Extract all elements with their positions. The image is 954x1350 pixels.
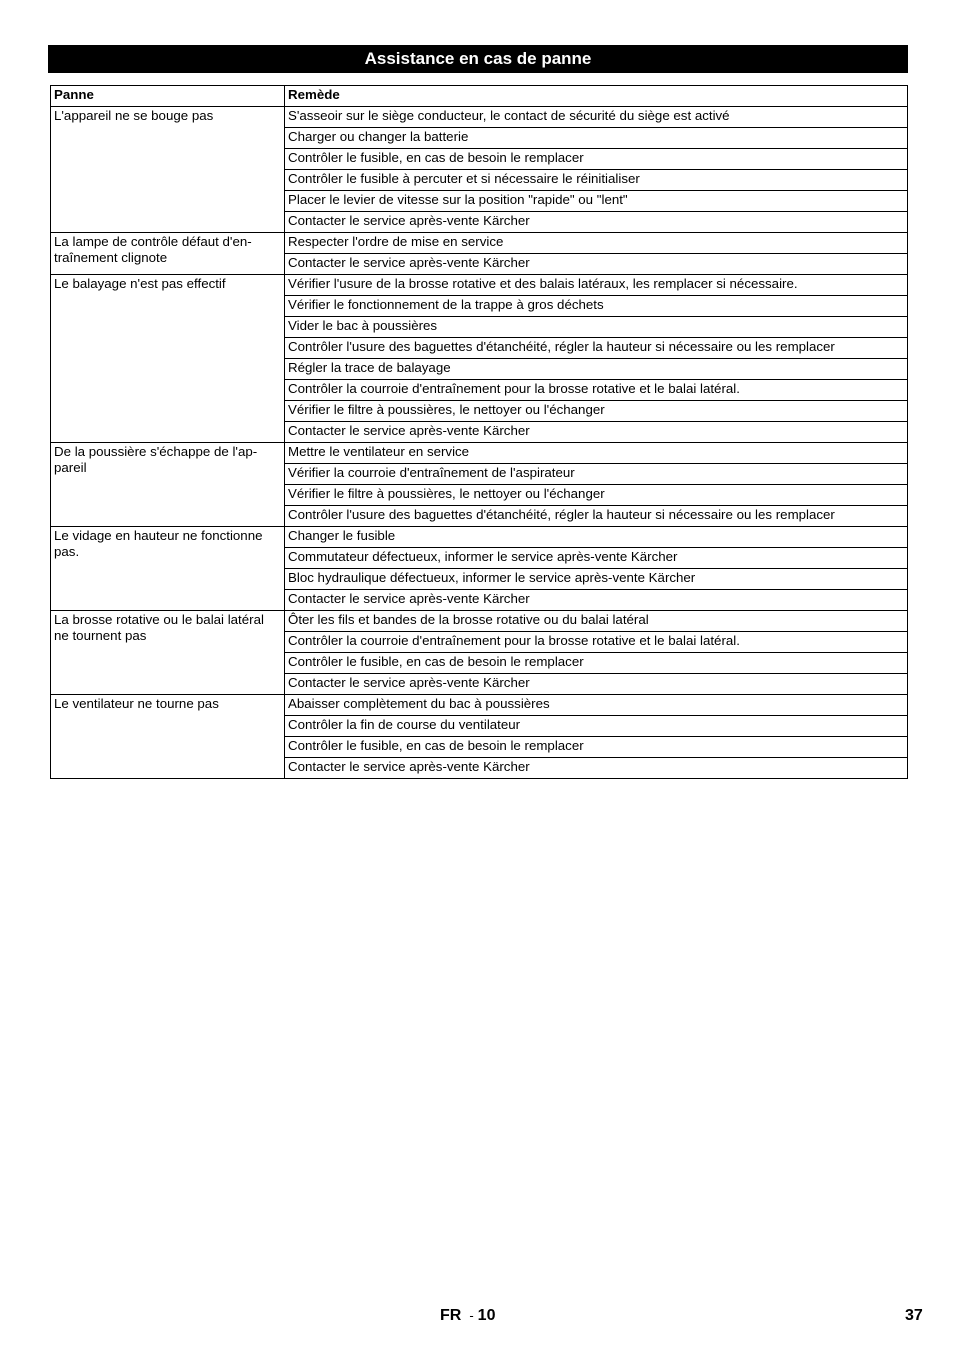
section-title: Assistance en cas de panne	[48, 45, 908, 73]
remede-cell: Régler la trace de balayage	[285, 359, 908, 380]
table-header-row	[51, 86, 908, 107]
troubleshooting-table	[50, 85, 908, 779]
remede-cell: Contrôler le fusible à percuter et si nécessaire le réinitialiser	[285, 170, 908, 191]
table-row	[51, 443, 908, 464]
table-body	[51, 107, 908, 779]
page-number: 37	[905, 1307, 923, 1324]
remede-cell: Contrôler la courroie d'entraînement pour la brosse rotative et le balai latéral.	[285, 380, 908, 401]
remede-cell: Changer le fusible	[285, 527, 908, 548]
remede-cell: Contrôler l'usure des baguettes d'étanchéité, régler la hauteur si nécessaire ou les remplacer	[285, 506, 908, 527]
panne-cell: La lampe de contrôle défaut d'en-traînement clignote	[51, 233, 285, 275]
remede-cell: Contacter le service après-vente Kärcher	[285, 254, 908, 275]
footer-lang: FR	[440, 1307, 462, 1324]
panne-cell: De la poussière s'échappe de l'ap-pareil	[51, 443, 285, 527]
remede-cell: Contrôler la courroie d'entraînement pour la brosse rotative et le balai latéral.	[285, 632, 908, 653]
remede-cell: Ôter les fils et bandes de la brosse rotative ou du balai latéral	[285, 611, 908, 632]
header-panne: Panne	[51, 86, 285, 107]
remede-cell: Charger ou changer la batterie	[285, 128, 908, 149]
panne-cell: Le vidage en hauteur ne fonctionne pas.	[51, 527, 285, 611]
remede-cell: Contrôler le fusible, en cas de besoin le remplacer	[285, 149, 908, 170]
panne-cell: L'appareil ne se bouge pas	[51, 107, 285, 233]
remede-cell: Contrôler l'usure des baguettes d'étanchéité, régler la hauteur si nécessaire ou les remplacer	[285, 338, 908, 359]
panne-cell: Le ventilateur ne tourne pas	[51, 695, 285, 779]
remede-cell: Contacter le service après-vente Kärcher	[285, 422, 908, 443]
remede-cell: Abaisser complètement du bac à poussières	[285, 695, 908, 716]
remede-cell: Contacter le service après-vente Kärcher	[285, 758, 908, 779]
remede-cell: Vérifier le filtre à poussières, le nettoyer ou l'échanger	[285, 485, 908, 506]
remede-cell: Vider le bac à poussières	[285, 317, 908, 338]
remede-cell: Contrôler le fusible, en cas de besoin le remplacer	[285, 653, 908, 674]
table-row	[51, 527, 908, 548]
remede-cell: S'asseoir sur le siège conducteur, le contact de sécurité du siège est activé	[285, 107, 908, 128]
remede-cell: Vérifier le fonctionnement de la trappe à gros déchets	[285, 296, 908, 317]
table-row	[51, 233, 908, 254]
remede-cell: Contacter le service après-vente Kärcher	[285, 590, 908, 611]
table-row	[51, 107, 908, 128]
remede-cell: Placer le levier de vitesse sur la position "rapide" ou "lent"	[285, 191, 908, 212]
remede-cell: Contrôler le fusible, en cas de besoin le remplacer	[285, 737, 908, 758]
table-row	[51, 695, 908, 716]
remede-cell: Vérifier la courroie d'entraînement de l'aspirateur	[285, 464, 908, 485]
header-remede: Remède	[285, 86, 908, 107]
remede-cell: Vérifier le filtre à poussières, le nettoyer ou l'échanger	[285, 401, 908, 422]
remede-cell: Respecter l'ordre de mise en service	[285, 233, 908, 254]
footer-section-label	[440, 1307, 495, 1325]
panne-cell: Le balayage n'est pas effectif	[51, 275, 285, 443]
panne-cell: La brosse rotative ou le balai latéral ne tournent pas	[51, 611, 285, 695]
remede-cell: Contrôler la fin de course du ventilateur	[285, 716, 908, 737]
remede-cell: Contacter le service après-vente Kärcher	[285, 212, 908, 233]
remede-cell: Vérifier l'usure de la brosse rotative et des balais latéraux, les remplacer si nécessaire.	[285, 275, 908, 296]
remede-cell: Mettre le ventilateur en service	[285, 443, 908, 464]
footer-section-page: 10	[477, 1307, 496, 1324]
footer-dash: -	[469, 1308, 474, 1323]
remede-cell: Bloc hydraulique défectueux, informer le service après-vente Kärcher	[285, 569, 908, 590]
table-row	[51, 275, 908, 296]
remede-cell: Commutateur défectueux, informer le service après-vente Kärcher	[285, 548, 908, 569]
table-row	[51, 611, 908, 632]
remede-cell: Contacter le service après-vente Kärcher	[285, 674, 908, 695]
